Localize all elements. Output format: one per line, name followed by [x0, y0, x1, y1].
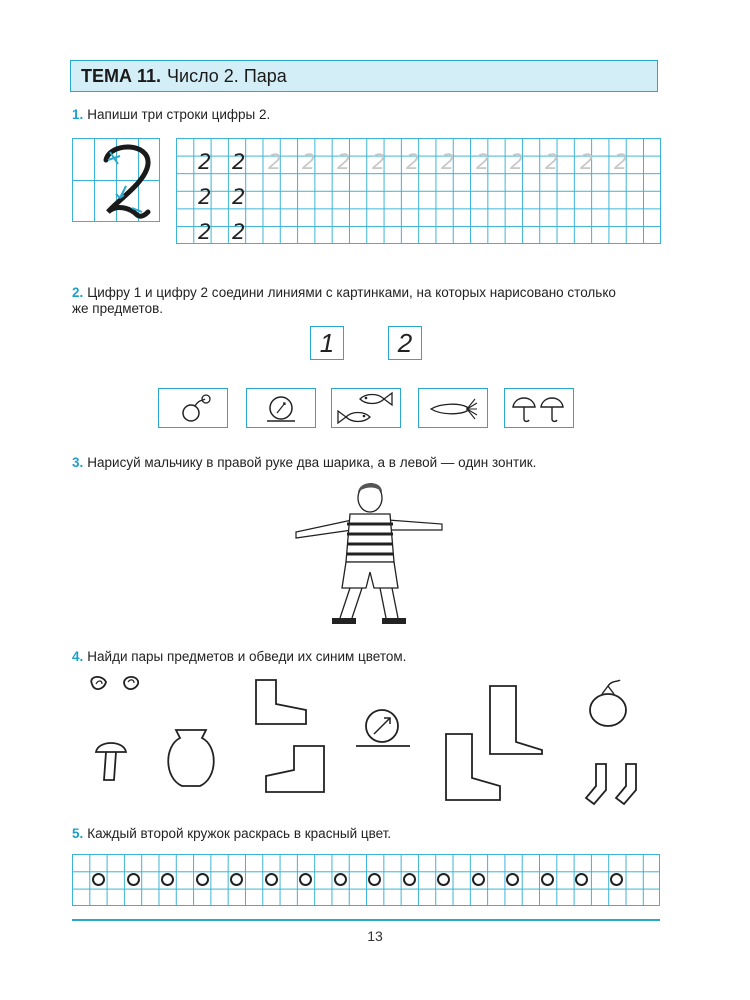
socks-icon: [586, 764, 636, 804]
mushroom-icon: [505, 389, 573, 427]
traced-digit: 2: [580, 150, 594, 174]
picture-box-mushrooms[interactable]: [504, 388, 574, 428]
task-4-instruction: [72, 649, 406, 665]
page-number: 13: [367, 928, 383, 944]
boy-illustration: [290, 480, 450, 630]
traced-digit: 2: [302, 150, 316, 174]
writing-grid[interactable]: [176, 138, 661, 244]
circle-to-color[interactable]: [472, 873, 485, 886]
written-digit: 2: [232, 185, 246, 209]
traced-digit: 2: [268, 150, 282, 174]
sample-digit-box: [72, 138, 160, 222]
boot-icon: [446, 734, 500, 800]
traced-digit: 2: [406, 150, 420, 174]
picture-box-coin[interactable]: [246, 388, 316, 428]
picture-box-bomb[interactable]: [158, 388, 228, 428]
task-number: 2.: [72, 285, 84, 300]
circle-to-color[interactable]: [265, 873, 278, 886]
traced-digit: 2: [372, 150, 386, 174]
coin-icon: [356, 710, 410, 746]
circle-to-color[interactable]: [299, 873, 312, 886]
pair-objects: [80, 670, 680, 820]
digit-one: 1: [319, 327, 335, 358]
sample-digit-two: [72, 138, 160, 222]
footer-divider: [72, 919, 660, 921]
task-1-instruction: [72, 107, 270, 123]
written-digit: 2: [232, 220, 246, 244]
task-number: 3.: [72, 455, 84, 470]
vase-icon: [168, 730, 214, 786]
circle-to-color[interactable]: [127, 873, 140, 886]
circle-to-color[interactable]: [610, 873, 623, 886]
digit-one-box[interactable]: [310, 326, 344, 360]
written-digit: 2: [198, 150, 212, 174]
fish-icon: [332, 389, 400, 427]
picture-box-carrot[interactable]: [418, 388, 488, 428]
topic-number: ТЕМА 11.: [81, 65, 162, 86]
task-3-instruction: [72, 455, 536, 471]
boot-icon: [490, 686, 542, 754]
traced-digit: 2: [337, 150, 351, 174]
task-text: Цифру 1 и цифру 2 соедини линиями с картинками, на которых нарисовано столько: [87, 285, 616, 300]
circle-to-color[interactable]: [334, 873, 347, 886]
written-digit: 2: [198, 185, 212, 209]
topic-title: Число 2. Пара: [167, 65, 287, 86]
boot-icon: [256, 680, 306, 724]
task-2-instruction: [72, 285, 672, 317]
boot-icon: [266, 746, 324, 792]
circle-to-color[interactable]: [196, 873, 209, 886]
digit-two-box[interactable]: [388, 326, 422, 360]
mushroom-icon: [96, 743, 126, 780]
circle-to-color[interactable]: [437, 873, 450, 886]
circle-to-color[interactable]: [403, 873, 416, 886]
coin-icon: [247, 389, 315, 427]
circle-to-color[interactable]: [575, 873, 588, 886]
traced-digit: 2: [545, 150, 559, 174]
task-number: 4.: [72, 649, 84, 664]
circle-to-color[interactable]: [541, 873, 554, 886]
task-text: Каждый второй кружок раскрась в красный цвет.: [87, 826, 392, 841]
topic-header: [70, 60, 658, 92]
circle-to-color[interactable]: [368, 873, 381, 886]
task-text-continued: же предметов.: [72, 301, 163, 316]
circle-to-color[interactable]: [92, 873, 105, 886]
picture-box-fish[interactable]: [331, 388, 401, 428]
written-digit: 2: [232, 150, 246, 174]
circle-to-color[interactable]: [230, 873, 243, 886]
task-5-instruction: [72, 826, 391, 842]
carrot-icon: [419, 389, 487, 427]
task-number: 5.: [72, 826, 84, 841]
tomato-icon: [590, 680, 626, 726]
circle-to-color[interactable]: [161, 873, 174, 886]
digit-two: 2: [397, 327, 413, 358]
traced-digit: 2: [441, 150, 455, 174]
bomb-icon: [159, 389, 227, 427]
circle-to-color[interactable]: [506, 873, 519, 886]
task-text: Нарисуй мальчику в правой руке два шарика, а в левой — один зонтик.: [87, 455, 537, 470]
written-digit: 2: [198, 220, 212, 244]
circle-grid[interactable]: [72, 854, 660, 906]
task-number: 1.: [72, 107, 84, 122]
task-text: Найди пары предметов и обведи их синим цветом.: [87, 649, 407, 664]
traced-digit: 2: [510, 150, 524, 174]
traced-digit: 2: [614, 150, 628, 174]
traced-digit: 2: [476, 150, 490, 174]
task-text: Напиши три строки цифры 2.: [87, 107, 271, 122]
seeds-icon: [91, 677, 138, 689]
